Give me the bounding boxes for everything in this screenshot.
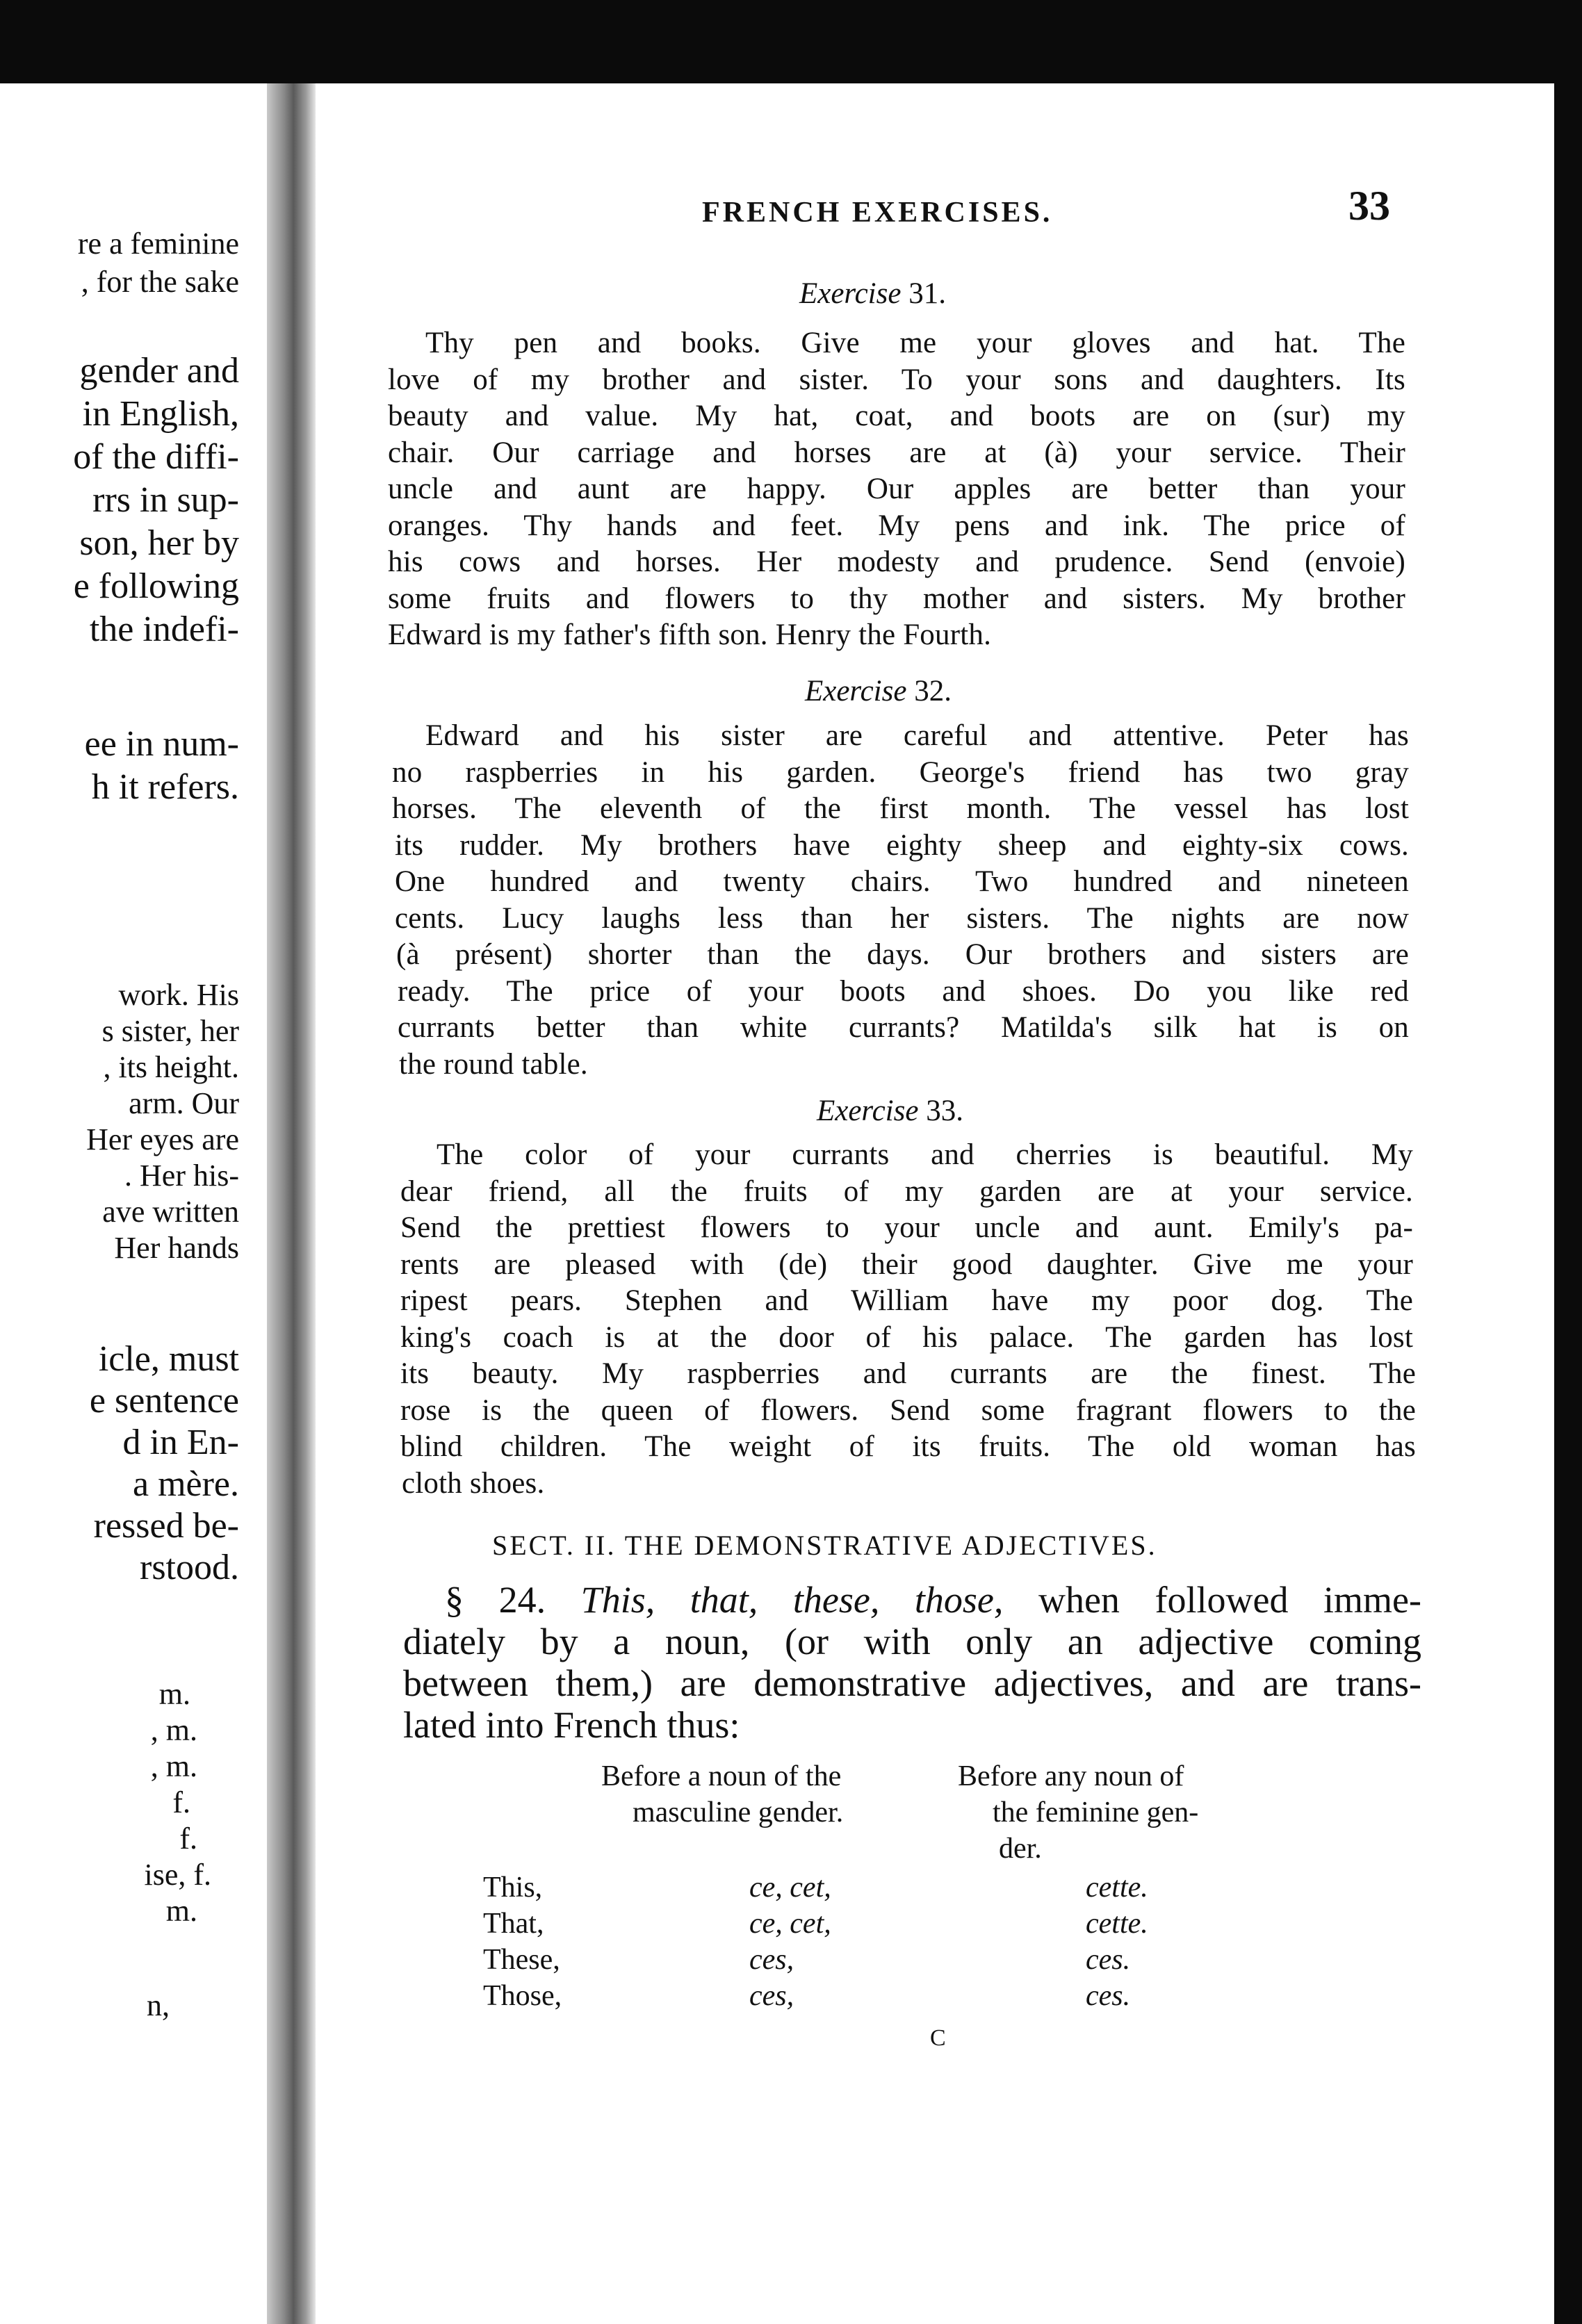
left-page-text-fragment: son, her by	[79, 523, 239, 563]
left-page-text-fragment: e sentence	[89, 1381, 239, 1421]
exercise-31-line: Edward is my father's fifth son. Henry the Fourth.	[388, 619, 992, 651]
table-header-feminine-1: Before any noun of	[958, 1760, 1184, 1792]
table-cell-english: That,	[483, 1908, 544, 1940]
exercise-32-line: the round table.	[399, 1047, 588, 1081]
exercise-33-line: Send the prettiest flowers to your uncle and aunt. Emily's pa-	[400, 1211, 1413, 1244]
left-page-text-fragment: s sister, her	[101, 1014, 239, 1048]
exercise-33-title: Exercise 33.	[817, 1095, 963, 1127]
section-24-line-2: diately by a noun, (or with only an adjective coming	[403, 1621, 1421, 1662]
exercise-31-line: uncle and aunt are happy. Our apples are better than your	[388, 473, 1405, 505]
left-page-text-fragment: arm. Our	[129, 1086, 239, 1120]
left-page-text-fragment: the indefi-	[89, 609, 239, 649]
exercise-33-line: ripest pears. Stephen and William have my poor dog. The	[400, 1284, 1413, 1317]
left-page-text-fragment: rrs in sup-	[92, 480, 239, 520]
exercise-32-line: cents. Lucy laughs less than her sisters. The nights are now	[395, 901, 1409, 935]
table-cell-feminine: cette.	[1086, 1908, 1148, 1940]
exercise-31-line: oranges. Thy hands and feet. My pens and ink. The price of	[388, 509, 1405, 542]
exercise-33-line: rose is the queen of flowers. Send some fragrant flowers to the	[400, 1393, 1416, 1427]
left-page-text-fragment: ise, f.	[144, 1858, 211, 1892]
left-page-text-fragment: e following	[73, 566, 239, 606]
exercise-31-line: chair. Our carriage and horses are at (à) your service. Their	[388, 436, 1405, 469]
left-page-text-fragment: m.	[165, 1894, 197, 1928]
section-24-line-1: § 24. This, that, these, those, when followed imme-	[445, 1579, 1421, 1621]
exercise-31-line: Thy pen and books. Give me your gloves and hat. The	[425, 327, 1405, 359]
exercise-32-line: no raspberries in his garden. George's friend has two gray	[392, 755, 1409, 789]
left-page-text-fragment: Her hands	[114, 1231, 239, 1265]
left-page-text-fragment: . Her his-	[124, 1159, 239, 1193]
exercise-33-line: dear friend, all the fruits of my garden are at your service.	[400, 1175, 1413, 1208]
table-cell-english: These,	[483, 1944, 560, 1976]
table-cell-masculine: ce, cet,	[749, 1908, 831, 1940]
table-cell-masculine: ces,	[749, 1944, 794, 1976]
exercise-33-line: blind children. The weight of its fruits. The old woman has	[400, 1430, 1416, 1463]
left-page-fragment	[0, 83, 267, 2324]
left-page-text-fragment: gender and	[79, 351, 239, 391]
exercise-31-line: beauty and value. My hat, coat, and boots are on (sur) my	[388, 400, 1405, 432]
left-page-text-fragment: f.	[179, 1822, 197, 1856]
left-page-text-fragment: work. His	[118, 978, 239, 1012]
exercise-33-line: cloth shoes.	[402, 1466, 545, 1500]
exercise-31-line: love of my brother and sister. To your sons and daughters. Its	[388, 363, 1405, 396]
left-page-text-fragment: , for the sake	[81, 265, 239, 299]
left-page-text-fragment: Her eyes are	[86, 1122, 239, 1156]
table-cell-english: Those,	[483, 1980, 562, 2012]
section-24-line-4: lated into French thus:	[403, 1704, 740, 1746]
exercise-32-line: currants better than white currants? Matilda's silk hat is on	[398, 1011, 1409, 1044]
book-gutter	[267, 83, 316, 2324]
table-cell-masculine: ces,	[749, 1980, 794, 2012]
exercise-32-line: ready. The price of your boots and shoes. Do you like red	[398, 974, 1409, 1008]
left-page-text-fragment: ee in num-	[84, 724, 239, 764]
left-page-text-fragment: ave written	[102, 1195, 239, 1229]
table-header-masculine-1: Before a noun of the	[601, 1760, 842, 1792]
table-cell-feminine: ces.	[1086, 1980, 1131, 2012]
left-page-text-fragment: , its height.	[103, 1050, 239, 1084]
left-page-text-fragment: , m.	[150, 1713, 197, 1747]
left-page-text-fragment: f.	[172, 1785, 190, 1819]
left-page-text-fragment: n,	[147, 1988, 170, 2022]
page-number: 33	[1348, 183, 1390, 229]
table-cell-feminine: cette.	[1086, 1872, 1148, 1904]
table-cell-feminine: ces.	[1086, 1944, 1131, 1976]
exercise-32-line: its rudder. My brothers have eighty sheep and eighty-six cows.	[395, 828, 1409, 862]
table-cell-english: This,	[483, 1872, 543, 1904]
left-page-text-fragment: of the diffi-	[73, 437, 239, 477]
table-header-feminine-3: der.	[999, 1833, 1042, 1865]
left-page-text-fragment: m.	[158, 1677, 190, 1711]
table-cell-masculine: ce, cet,	[749, 1872, 831, 1904]
exercise-32-line: horses. The eleventh of the first month. The vessel has lost	[392, 792, 1409, 825]
left-page-text-fragment: d in En-	[122, 1423, 239, 1462]
scan-frame-right	[1554, 0, 1582, 2324]
exercise-33-line: king's coach is at the door of his palace. The garden has lost	[400, 1320, 1413, 1354]
table-header-masculine-2: masculine gender.	[633, 1797, 844, 1828]
exercise-31-line: his cows and horses. Her modesty and prudence. Send (envoie)	[388, 546, 1405, 578]
section-24-line-3: between them,) are demonstrative adjectives, and are trans-	[403, 1662, 1421, 1704]
exercise-32-line: (à présent) shorter than the days. Our brothers and sisters are	[396, 938, 1409, 971]
section-heading: SECT. II. THE DEMONSTRATIVE ADJECTIVES.	[492, 1530, 1157, 1561]
exercise-33-line: rents are pleased with (de) their good daughter. Give me your	[400, 1247, 1413, 1281]
exercise-32-title: Exercise 32.	[805, 675, 952, 707]
left-page-text-fragment: h it refers.	[91, 767, 239, 807]
exercise-32-line: Edward and his sister are careful and attentive. Peter has	[425, 719, 1409, 752]
left-page-text-fragment: ressed be-	[93, 1506, 239, 1546]
exercise-31-title: Exercise 31.	[799, 277, 946, 310]
signature-mark: C	[930, 2025, 946, 2051]
left-page-text-fragment: icle, must	[98, 1339, 239, 1379]
left-page-text-fragment: a mère.	[132, 1464, 239, 1504]
scan-frame-top	[0, 0, 1582, 83]
exercise-32-line: One hundred and twenty chairs. Two hundred and nineteen	[395, 865, 1409, 898]
left-page-text-fragment: rstood.	[140, 1548, 239, 1587]
exercise-33-line: its beauty. My raspberries and currants are the finest. The	[400, 1357, 1416, 1390]
exercise-33-line: The color of your currants and cherries is beautiful. My	[437, 1138, 1413, 1171]
table-header-feminine-2: the feminine gen-	[993, 1797, 1199, 1828]
left-page-text-fragment: , m.	[150, 1749, 197, 1783]
left-page-text-fragment: re a feminine	[77, 227, 239, 261]
left-page-text-fragment: in English,	[82, 394, 239, 434]
exercise-31-line: some fruits and flowers to thy mother and sisters. My brother	[388, 582, 1405, 615]
running-title: FRENCH EXERCISES.	[702, 197, 1053, 229]
